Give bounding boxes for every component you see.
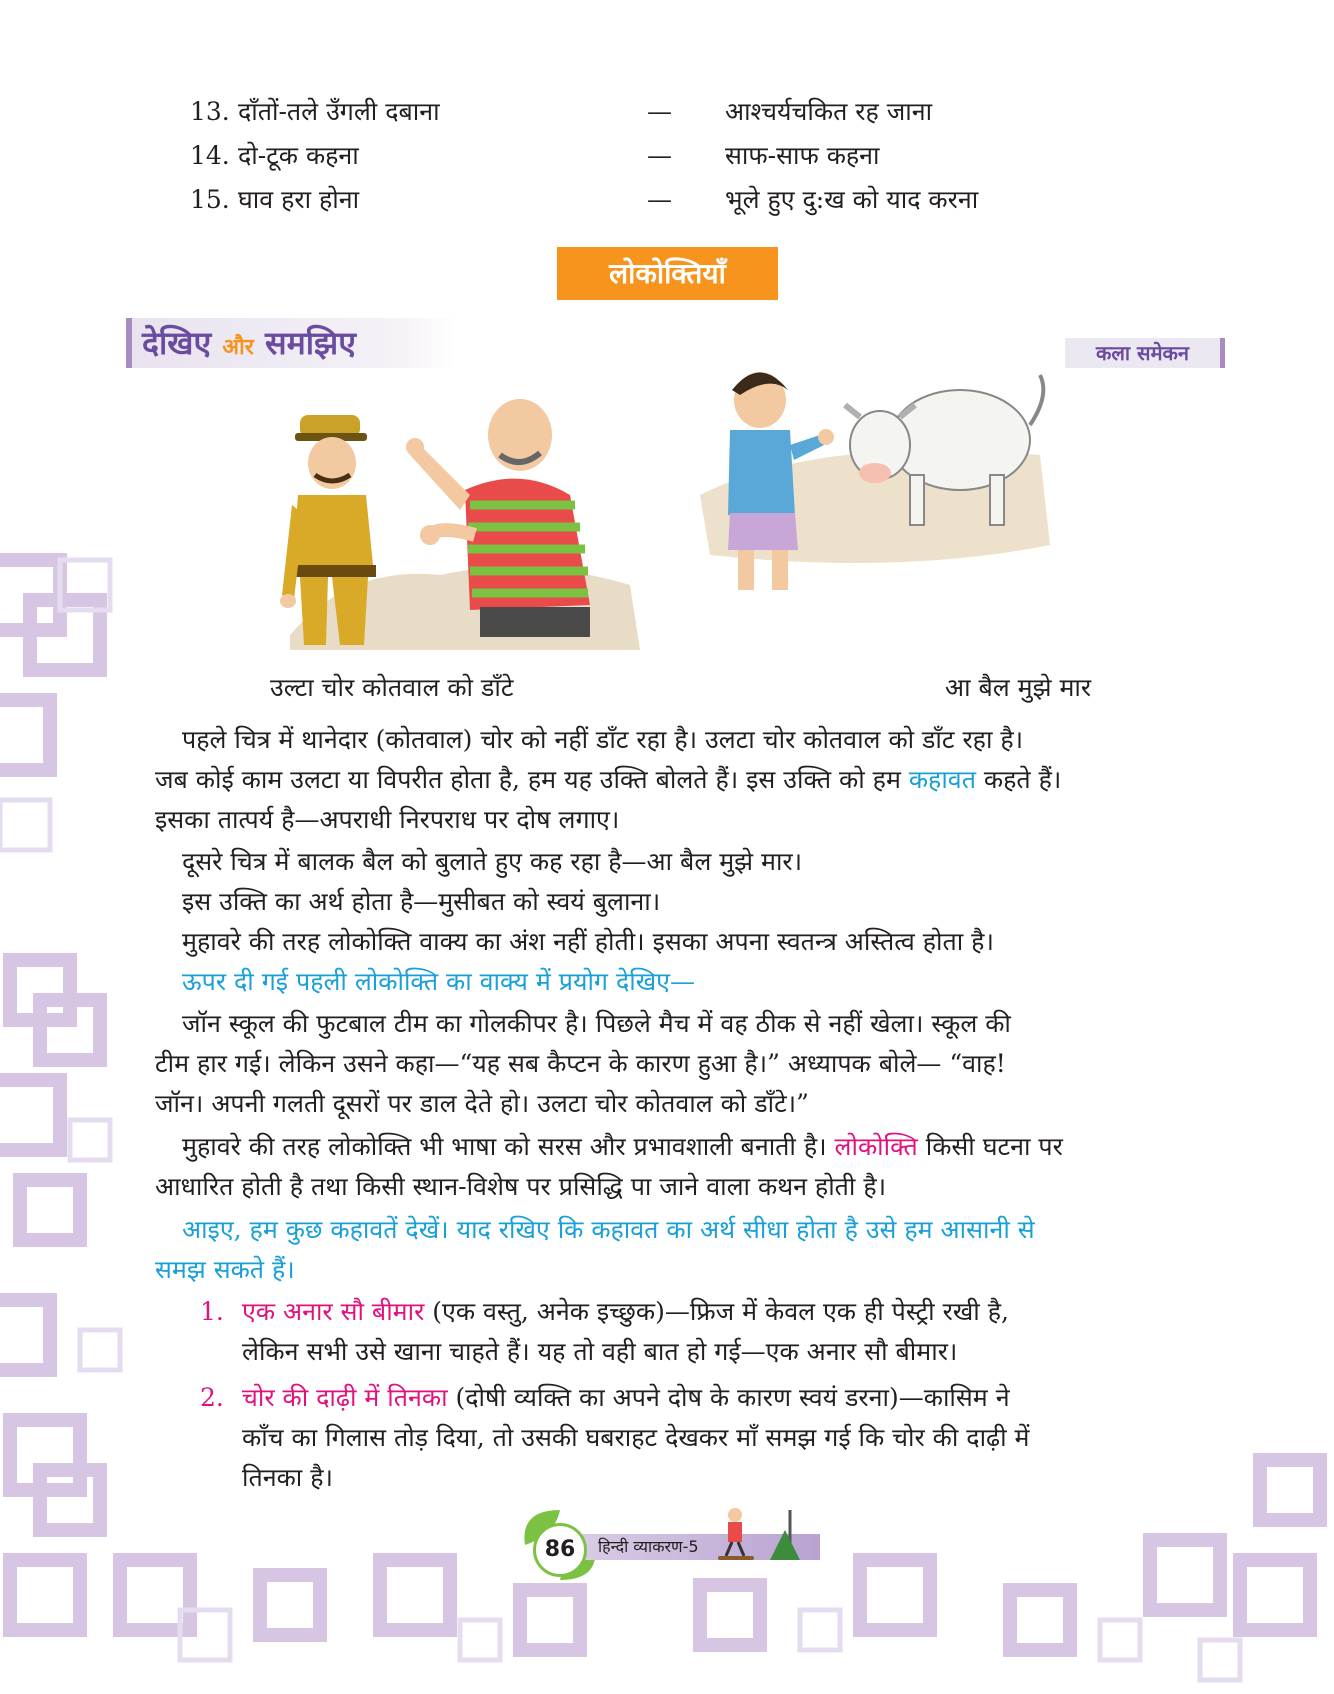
proverb-title: एक अनार सौ बीमार [242, 1297, 425, 1326]
proverb-number: 2. [200, 1383, 224, 1412]
text-line: काँच का गिलास तोड़ दिया, तो उसकी घबराहट देखकर माँ समझ गई कि चोर की दाढ़ी में [242, 1423, 1030, 1452]
text-line: जॉन। अपनी गलती दूसरों पर डाल देते हो। उलटा चोर कोतवाल को डाँटे।” [155, 1089, 809, 1118]
idiom-meaning: साफ-साफ कहना [725, 141, 880, 170]
text-line: पहले चित्र में थानेदार (कोतवाल) चोर को नहीं डाँट रहा है। उलटा चोर कोतवाल को डाँट रहा है। [182, 725, 1024, 754]
text-line: दूसरे चित्र में बालक बैल को बुलाते हुए कह रहा है—आ बैल मुझे मार। [182, 847, 803, 876]
paragraph-usage-intro [155, 962, 1213, 1002]
title-part-and: और [222, 335, 254, 360]
skateboard-boy-icon [710, 1500, 820, 1570]
text-line [155, 760, 1213, 800]
idiom-phrase: घाव हरा होना [238, 185, 360, 214]
proverb-title: चोर की दाढ़ी में तिनका [242, 1383, 448, 1412]
title-part-understand: समझिए [253, 324, 356, 362]
caption-left: उल्टा चोर कोतवाल को डाँटे [270, 673, 514, 702]
idiom-meaning: भूले हुए दु:ख को याद करना [725, 185, 979, 214]
text-segment: किसी घटना पर [917, 1132, 1063, 1161]
text-line [242, 1378, 1217, 1418]
idiom-row [190, 92, 1090, 132]
proverb-text: (दोषी व्यक्ति का अपने दोष के कारण स्वयं डरना)—कासिम ने [447, 1383, 1010, 1412]
proverb-text: (एक वस्तु, अनेक इच्छुक)—फ्रिज में केवल एक ही पेस्ट्री रखी है, [424, 1297, 1009, 1326]
title-part-see: देखिए [142, 324, 223, 362]
text-segment: जब कोई काम उलटा या विपरीत होता है, हम यह उक्ति बोलते हैं। इस उक्ति को हम [155, 765, 909, 794]
page-number: 86 [533, 1523, 587, 1577]
idiom-phrase: दो-टूक कहना [238, 141, 359, 170]
idiom-number: 13. [190, 97, 230, 126]
text-segment: कहते हैं। [975, 765, 1062, 794]
idiom-phrase: दाँतों-तले उँगली दबाना [238, 97, 440, 126]
keyword-lokokti: लोकोक्ति [834, 1132, 918, 1161]
text-line [242, 1292, 1217, 1332]
text-line: लेकिन सभी उसे खाना चाहते हैं। यह तो वही बात हो गई—एक अनार सौ बीमार। [242, 1337, 958, 1366]
idiom-dash: — [647, 141, 672, 170]
paragraph-independence [155, 922, 1213, 962]
text-line: तिनका है। [242, 1463, 333, 1492]
thief-scolding-policeman-illustration [270, 395, 660, 655]
see-and-understand-title [126, 318, 457, 368]
text-line: ऊपर दी गई पहली लोकोक्ति का वाक्य में प्रयोग देखिए— [182, 967, 695, 996]
idiom-meaning: आश्चर्यचकित रह जाना [725, 97, 933, 126]
caption-right: आ बैल मुझे मार [945, 673, 1092, 702]
art-integration-tag: कला समेकन [1065, 338, 1225, 368]
proverb-number: 1. [200, 1297, 224, 1326]
boy-calling-bull-illustration [700, 345, 1060, 605]
text-line: जॉन स्कूल की फुटबाल टीम का गोलकीपर है। पिछले मैच में वह ठीक से नहीं खेला। स्कूल की [182, 1009, 1011, 1038]
keyword-kahavat: कहावत [908, 765, 976, 794]
paragraph-kahavat-intro [155, 1210, 1213, 1290]
idiom-row [190, 180, 1090, 220]
idiom-dash: — [647, 185, 672, 214]
paragraph-lokokti-definition [155, 1127, 1213, 1207]
text-line: आइए, हम कुछ कहावतें देखें। याद रखिए कि कहावत का अर्थ सीधा होता है उसे हम आसानी से [182, 1215, 1035, 1244]
paragraph-meaning [155, 882, 1213, 922]
text-line: टीम हार गई। लेकिन उसने कहा—“यह सब कैप्टन के कारण हुआ है।” अध्यापक बोले— “वाह! [155, 1049, 1006, 1078]
idiom-dash: — [647, 97, 672, 126]
idiom-row [190, 136, 1090, 176]
text-line: मुहावरे की तरह लोकोक्ति वाक्य का अंश नहीं होती। इसका अपना स्वतन्त्र अस्तित्व होता है। [182, 927, 994, 956]
text-line: आधारित होती है तथा किसी स्थान-विशेष पर प्रसिद्धि पा जाने वाला कथन होती है। [155, 1172, 887, 1201]
paragraph-second-picture [155, 842, 1213, 882]
idiom-number: 14. [190, 141, 230, 170]
idiom-number: 15. [190, 185, 230, 214]
text-line [155, 1127, 1213, 1167]
text-line: इसका तात्पर्य है—अपराधी निरपराध पर दोष लगाए। [155, 805, 620, 834]
text-line: समझ सकते हैं। [155, 1255, 295, 1284]
section-heading: लोकोक्तियाँ [557, 247, 778, 300]
paragraph-explanation [155, 720, 1213, 840]
paragraph-john-story [155, 1004, 1213, 1124]
text-segment: मुहावरे की तरह लोकोक्ति भी भाषा को सरस और प्रभावशाली बनाती है। [182, 1132, 835, 1161]
footer-book-title: हिन्दी व्याकरण-5 [598, 1537, 699, 1556]
text-line: इस उक्ति का अर्थ होता है—मुसीबत को स्वयं बुलाना। [182, 887, 661, 916]
